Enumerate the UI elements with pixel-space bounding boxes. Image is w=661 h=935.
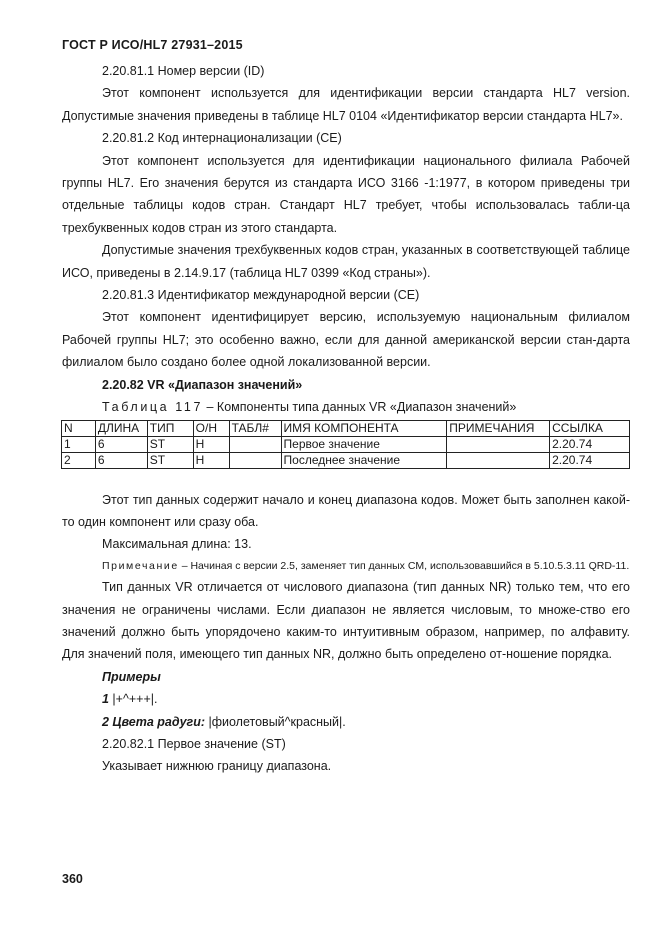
table-cell: 6 (95, 436, 147, 452)
table-cell: 1 (62, 436, 96, 452)
table-header-cell: ДЛИНА (95, 420, 147, 436)
paragraph: Этот тип данных содержит начало и конец диапазона кодов. Может быть заполнен какой-то один компонент или сразу оба. (62, 492, 630, 529)
table-caption (62, 396, 630, 418)
example-label: 2 Цвета радуги: (102, 714, 206, 729)
example-text: |+^+++|. (108, 692, 158, 707)
table-cell: 2.20.74 (550, 436, 630, 452)
paragraph: Этот компонент идентифицирует версию, используемую национальным филиалом Рабочей группы HL7; это особенно важно, если для данной американской версии стан-дарта филиалом было создано более одной локализованной версии. (62, 310, 630, 370)
example-item (62, 688, 630, 710)
section-title: 2.20.82 VR «Диапазон значений» (102, 377, 303, 392)
table-cell: Последнее значение (281, 452, 447, 468)
table-cell: Первое значение (281, 436, 447, 452)
table-header-cell: ПРИМЕЧАНИЯ (447, 420, 550, 436)
table-cell (447, 436, 550, 452)
example-number: 1 (102, 692, 109, 707)
paragraph: Максимальная длина: 13. (102, 537, 252, 552)
components-table (61, 420, 630, 469)
document-body (62, 60, 630, 778)
section-heading: 2.20.81.2 Код интернационализации (CE) (102, 131, 342, 146)
section-heading: 2.20.82.1 Первое значение (ST) (102, 737, 286, 752)
table-cell: ST (147, 436, 193, 452)
table-cell: 6 (95, 452, 147, 468)
note (62, 556, 630, 577)
table-cell: 2.20.74 (550, 452, 630, 468)
table-cell: 2 (62, 452, 96, 468)
section-heading: 2.20.81.1 Номер версии (ID) (102, 64, 265, 78)
table-header-cell: ССЫЛКА (550, 420, 630, 436)
table-cell: Н (193, 436, 229, 452)
example-text: |фиолетовый^красный|. (205, 714, 346, 729)
table-header-cell: ИМЯ КОМПОНЕНТА (281, 420, 447, 436)
table-caption-label: Таблица 117 (102, 400, 204, 415)
table-header-cell: N (62, 420, 96, 436)
running-header: ГОСТ Р ИСО/HL7 27931–2015 (62, 38, 243, 52)
paragraph: Этот компонент используется для идентификации национального филиала Рабочей группы HL7. Его значения берутся из стандарта ИСО 3166 -1:1977, в котором приведены три отдельные таблицы кодов стран. Стандарт HL7 требует, чтобы использовалась табли-ца трехбуквенных кодов стран из этого стандарта. (62, 153, 630, 235)
page-number: 360 (62, 872, 83, 886)
table-header-cell: ТИП (147, 420, 193, 436)
example-item (62, 711, 630, 733)
paragraph: Допустимые значения трехбуквенных кодов стран, указанных в соответствующей таблице ИСО, приведены в 2.14.9.17 (таблица HL7 0399 «Код страны»). (62, 243, 630, 280)
table-cell (229, 436, 281, 452)
table-cell (229, 452, 281, 468)
examples-title: Примеры (102, 669, 161, 684)
table-cell (447, 452, 550, 468)
table-header-cell: ТАБЛ# (229, 420, 281, 436)
table-row (62, 452, 630, 468)
section-heading: 2.20.81.3 Идентификатор международной версии (CE) (102, 288, 420, 303)
table-row (62, 436, 630, 452)
table-cell: ST (147, 452, 193, 468)
note-text: – Начиная с версии 2.5, заменяет тип данных CM, использовавшийся в 5.10.5.3.11 QRD-11. (178, 559, 630, 572)
paragraph: Этот компонент используется для идентификации версии стандарта HL7 version. Допустимые значения приведены в таблице HL7 0104 «Идентификатор версии стандарта HL7». (62, 86, 630, 123)
paragraph: Тип данных VR отличается от числового диапазона (тип данных NR) только тем, что его значения не ограничены числами. Если диапазон не является числовым, то множе-ство его значений должно быть упорядочено каким-то интуитивным образом, например, по алфавиту. Для значений поля, имеющего тип данных NR, должно быть определено от-ношение порядка. (62, 580, 630, 662)
table-cell: Н (193, 452, 229, 468)
table-header-row (62, 420, 630, 436)
table-header-cell: О/Н (193, 420, 229, 436)
paragraph: Указывает нижнюю границу диапазона. (102, 759, 332, 774)
table-caption-text: – Компоненты типа данных VR «Диапазон значений» (203, 400, 517, 415)
note-label: Примечание (102, 559, 179, 572)
